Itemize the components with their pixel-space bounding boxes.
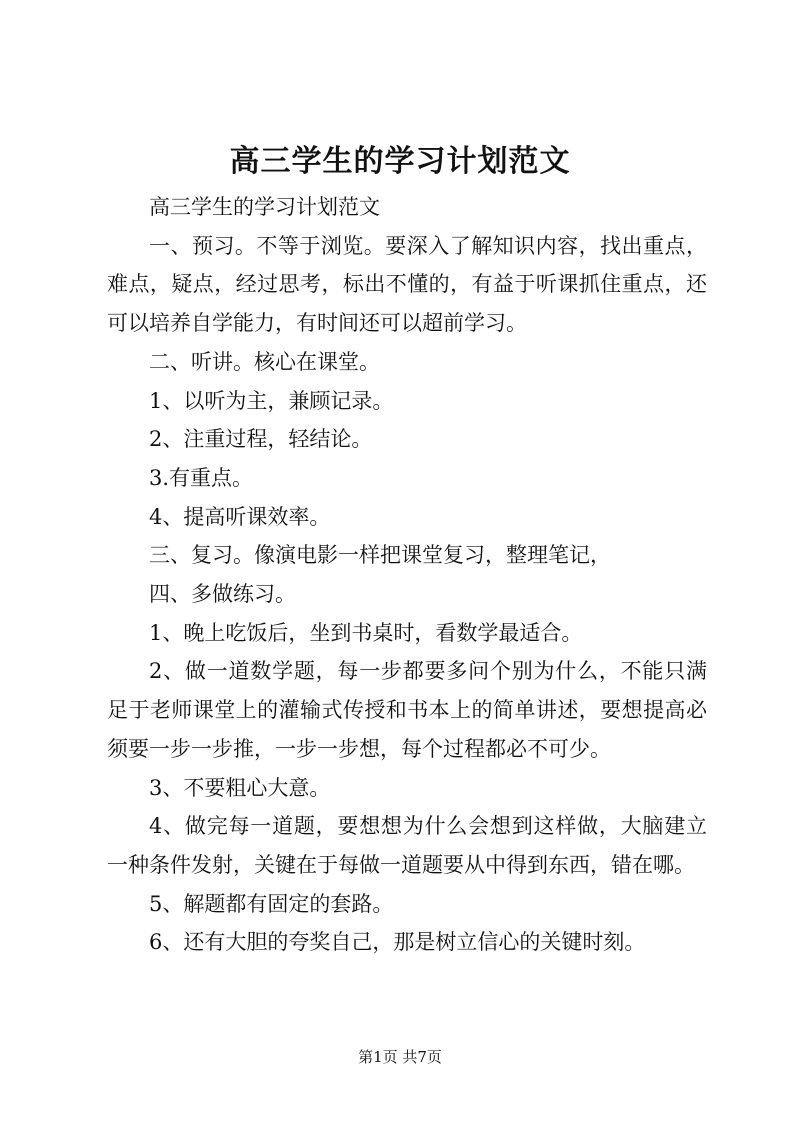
document-body: [107, 188, 707, 962]
paragraph-listen-4: 4、提高听课效率。: [149, 504, 331, 529]
paragraph-practice-2: 2、做一道数学题，每一步都要多问个别为什么，不能只满足于老师课堂上的灌输式传授和书本上的简单讲述，要想提高必须要一步一步推，一步一步想，每个过程都必不可少。: [107, 659, 707, 761]
page-title: 高三学生的学习计划范文: [229, 144, 571, 179]
paragraph-listen: 二、听讲。核心在课堂。: [149, 349, 380, 374]
paragraph-practice-3: 3、不要粗心大意。: [149, 775, 331, 800]
paragraph-listen-2: 2、注重过程，轻结论。: [149, 427, 373, 452]
paragraph-heading-repeat: 高三学生的学习计划范文: [149, 195, 380, 219]
paragraph-listen-1: 1、以听为主，兼顾记录。: [149, 388, 394, 413]
paragraph-practice-6: 6、还有大胆的夸奖自己，那是树立信心的关键时刻。: [149, 930, 646, 955]
paragraph-practice-5: 5、解题都有固定的套路。: [149, 891, 394, 916]
paragraph-practice-1: 1、晚上吃饭后，坐到书桌时，看数学最适合。: [149, 620, 583, 645]
paragraph-preview: 一、预习。不等于浏览。要深入了解知识内容，找出重点，难点，疑点，经过思考，标出不懂的，有益于听课抓住重点，还可以培养自学能力，有时间还可以超前学习。: [107, 233, 707, 336]
paragraph-practice-4: 4、做完每一道题，要想想为什么会想到这样做，大脑建立一种条件发射，关键在于每做一道题要从中得到东西，错在哪。: [107, 814, 707, 877]
paragraph-practice: 四、多做练习。: [149, 582, 296, 607]
paragraph-review: 三、复习。像演电影一样把课堂复习，整理笔记，: [149, 543, 611, 568]
paragraph-listen-3: 3.有重点。: [149, 465, 254, 490]
page-footer: 第1页 共7页: [358, 1048, 442, 1066]
